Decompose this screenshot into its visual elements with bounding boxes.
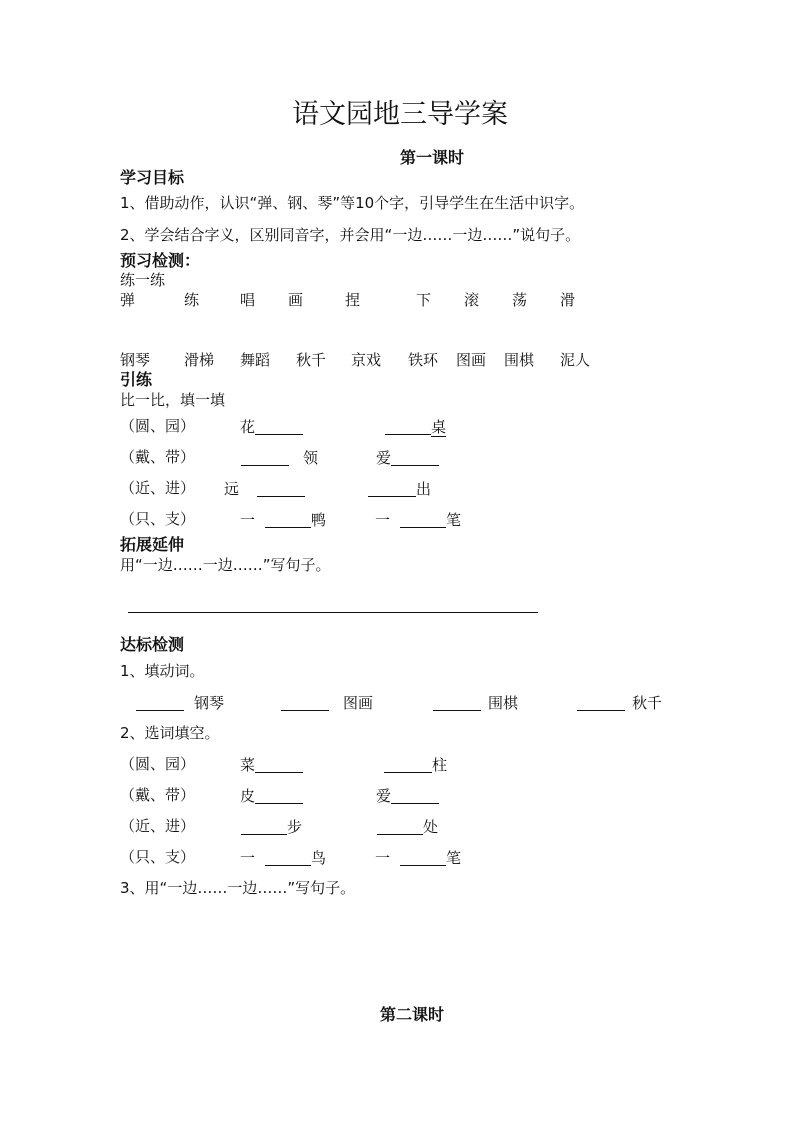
fill-blank-item (376, 788, 439, 804)
verb-object-word: 图画 (343, 694, 374, 712)
fill-blank-item (377, 819, 438, 835)
blank-suffix: 步 (287, 818, 303, 836)
char-pair-label: （圆、园） (120, 417, 196, 435)
blank-prefix: 爱 (376, 449, 392, 467)
test-question-1: 1、填动词。 (120, 662, 205, 680)
extend-instruction: 用“一边……一边……”写句子。 (120, 556, 331, 574)
blank-prefix: 菜 (240, 756, 256, 774)
answer-blank[interactable] (255, 788, 303, 804)
goal-item-1: 1、借助动作，认识“弹、钢、琴”等10个字，引导学生在生活中识字。 (120, 194, 585, 212)
page-title: 语文园地三导学案 (292, 99, 508, 130)
blank-suffix: 处 (423, 818, 439, 836)
answer-blank[interactable] (368, 481, 416, 497)
blank-suffix: 笔 (446, 511, 462, 529)
preview-char: 荡 (512, 291, 528, 309)
blank-suffix: 领 (303, 449, 319, 467)
preview-word: 泥人 (560, 351, 591, 369)
test-question-2: 2、选词填空。 (120, 724, 220, 742)
blank-suffix: 鸭 (311, 511, 327, 529)
preview-char: 画 (288, 291, 304, 309)
blank-prefix: 一 (375, 511, 391, 529)
fill-blank-item (376, 450, 439, 466)
preview-subtitle: 练一练 (120, 271, 166, 289)
section-heading-guide: 引练 (120, 370, 153, 389)
verb-fill-item (281, 695, 373, 711)
blank-prefix: 一 (240, 849, 256, 867)
goal-item-2: 2、学会结合字义，区别同音字，并会用“一边……一边……”说句子。 (120, 226, 581, 244)
fill-blank-item (240, 850, 326, 866)
answer-blank[interactable] (577, 695, 625, 711)
blank-prefix: 远 (224, 480, 240, 498)
answer-blank[interactable] (391, 450, 439, 466)
answer-blank[interactable] (265, 512, 311, 528)
verb-fill-item (433, 695, 518, 711)
preview-char: 唱 (240, 291, 256, 309)
blank-suffix: 出 (416, 480, 432, 498)
preview-char: 捏 (345, 291, 361, 309)
fill-blank-item (375, 850, 461, 866)
test-question-3: 3、用“一边……一边……”写句子。 (120, 879, 356, 897)
fill-blank-item (240, 788, 303, 804)
answer-blank[interactable] (255, 419, 303, 435)
preview-word: 铁环 (408, 351, 439, 369)
section-heading-test: 达标检测 (120, 635, 185, 654)
answer-blank[interactable] (400, 850, 446, 866)
preview-word: 围棋 (504, 351, 535, 369)
char-pair-label: （近、进） (120, 479, 196, 497)
blank-prefix: 花 (240, 418, 256, 436)
answer-blank[interactable] (241, 450, 289, 466)
fill-blank-item (385, 419, 446, 435)
char-pair-label: （只、支） (120, 848, 196, 866)
preview-char: 弹 (120, 291, 136, 309)
blank-suffix: 桌 (431, 418, 447, 436)
answer-blank[interactable] (257, 481, 305, 497)
blank-suffix: 笔 (446, 849, 462, 867)
preview-char: 滚 (464, 291, 480, 309)
answer-blank[interactable] (433, 695, 481, 711)
blank-prefix: 皮 (240, 787, 256, 805)
preview-word: 舞蹈 (240, 351, 271, 369)
answer-blank[interactable] (377, 819, 423, 835)
fill-blank-item (241, 450, 318, 466)
preview-word: 钢琴 (120, 351, 151, 369)
fill-blank-item (224, 481, 305, 497)
verb-object-word: 围棋 (488, 694, 519, 712)
char-pair-label: （戴、带） (120, 448, 196, 466)
fill-blank-item (241, 819, 302, 835)
sentence-answer-line[interactable] (128, 612, 538, 613)
answer-blank[interactable] (265, 850, 311, 866)
lesson-one-title: 第一课时 (400, 148, 465, 167)
answer-blank[interactable] (136, 695, 184, 711)
preview-word: 京戏 (351, 351, 382, 369)
fill-blank-item (368, 481, 431, 497)
fill-blank-item (375, 512, 461, 528)
verb-object-word: 秋千 (632, 694, 663, 712)
verb-object-word: 钢琴 (194, 694, 225, 712)
blank-prefix: 一 (375, 849, 391, 867)
answer-blank[interactable] (281, 695, 329, 711)
answer-blank[interactable] (385, 419, 431, 435)
fill-blank-item (240, 512, 326, 528)
blank-suffix: 鸟 (311, 849, 327, 867)
fill-blank-item (240, 419, 303, 435)
lesson-two-title: 第二课时 (380, 1005, 445, 1024)
answer-blank[interactable] (391, 788, 439, 804)
char-pair-label: （戴、带） (120, 786, 196, 804)
fill-blank-item (384, 757, 447, 773)
blank-suffix: 柱 (432, 756, 448, 774)
answer-blank[interactable] (255, 757, 303, 773)
verb-fill-item (136, 695, 224, 711)
verb-fill-item (577, 695, 662, 711)
answer-blank[interactable] (241, 819, 287, 835)
section-heading-goals: 学习目标 (120, 168, 185, 187)
preview-char: 滑 (560, 291, 576, 309)
preview-word: 图画 (456, 351, 487, 369)
blank-prefix: 一 (240, 511, 256, 529)
answer-blank[interactable] (384, 757, 432, 773)
fill-blank-item (240, 757, 303, 773)
preview-word: 秋千 (296, 351, 327, 369)
blank-prefix: 爱 (376, 787, 392, 805)
section-heading-preview: 预习检测： (120, 251, 201, 270)
section-heading-extend: 拓展延伸 (120, 535, 185, 554)
char-pair-label: （只、支） (120, 510, 196, 528)
preview-char: 练 (184, 291, 200, 309)
answer-blank[interactable] (400, 512, 446, 528)
preview-word: 滑梯 (184, 351, 215, 369)
preview-char: 下 (416, 291, 432, 309)
guide-subtitle: 比一比，填一填 (120, 391, 226, 409)
char-pair-label: （近、进） (120, 817, 196, 835)
char-pair-label: （圆、园） (120, 755, 196, 773)
